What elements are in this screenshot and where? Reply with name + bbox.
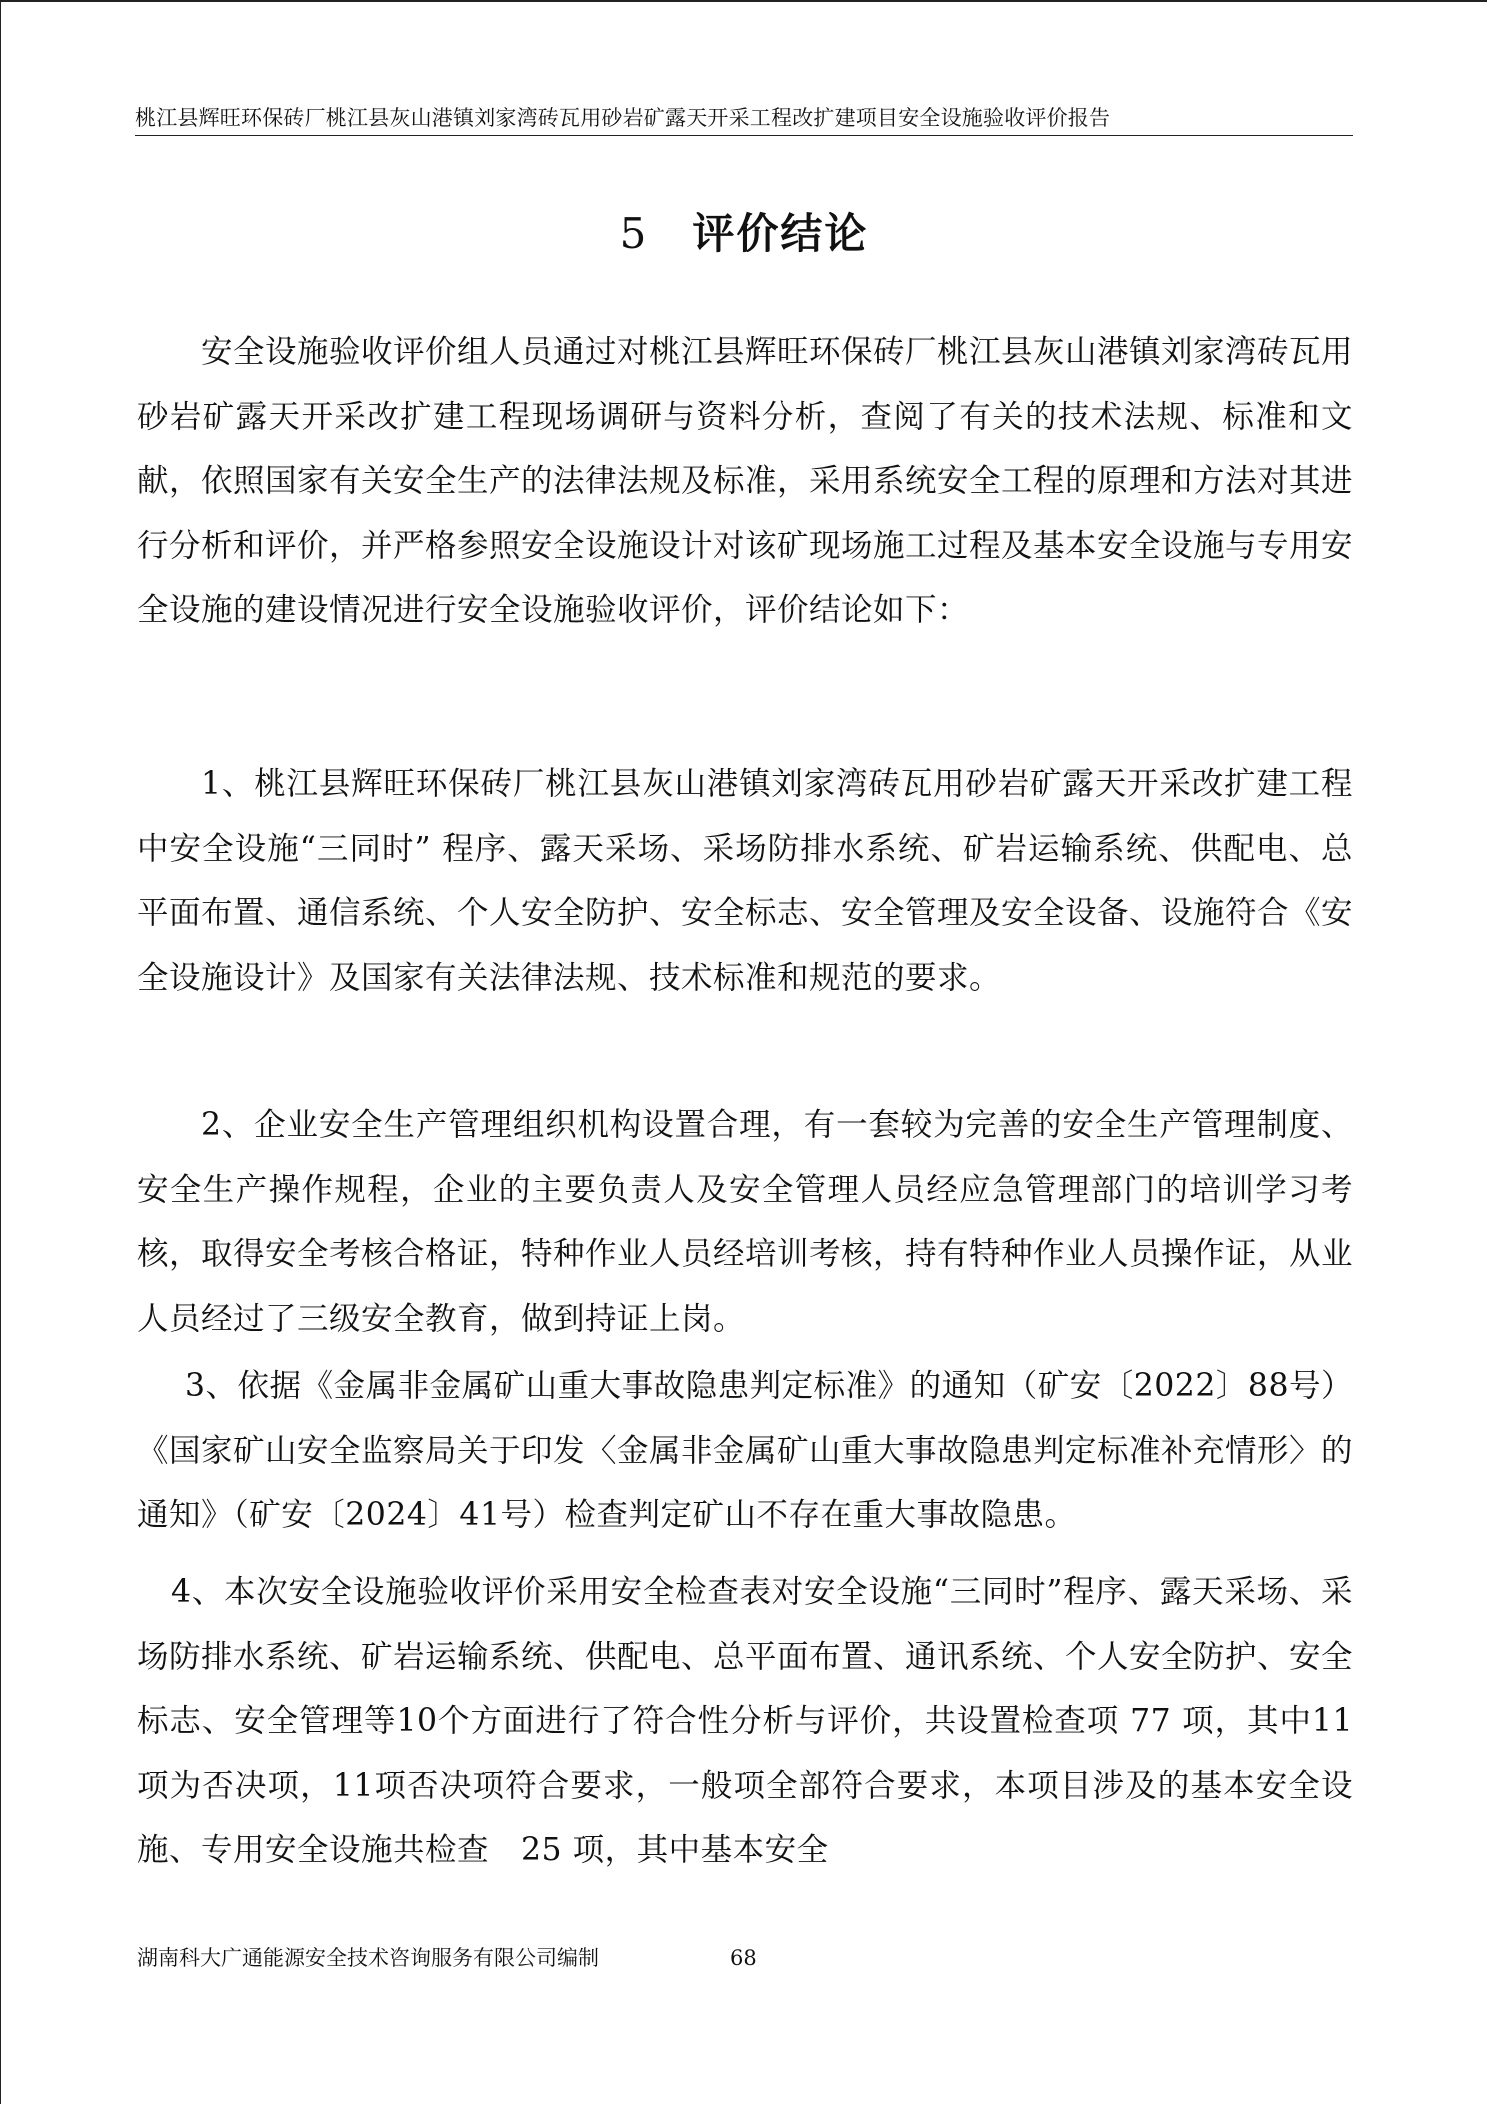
conclusion-item-3 xyxy=(137,1354,1353,1548)
conclusion-item-4 xyxy=(137,1560,1353,1883)
conclusion-item-text: 4、本次安全设施验收评价采用安全检查表对安全设施“三同时”程序、露天采场、采场防排水系统、矿岩运输系统、供配电、总平面布置、通讯系统、个人安全防护、安全标志、安全管理等10个方面进行了符合性分析与评价，共设置检查项 77 项，其中11 项为否决项，11项否决项符合要求，一般项全部符合要求，本项目涉及的基本安全设施、专用安全设施共检查 25 项，其中基本安全 xyxy=(137,1574,1354,1868)
intro-paragraph-block xyxy=(137,320,1353,643)
conclusion-item-text: 1、桃江县辉旺环保砖厂桃江县灰山港镇刘家湾砖瓦用砂岩矿露天开采改扩建工程中安全设施“三同时” 程序、露天采场、采场防排水系统、矿岩运输系统、供配电、总平面布置、通信系统、个人安全防护、安全标志、安全管理及安全设备、设施符合《安全设施设计》及国家有关法律法规、技术标准和规范的要求。 xyxy=(137,766,1354,996)
header-divider xyxy=(135,135,1353,136)
page-number: 68 xyxy=(730,1946,757,1970)
running-header: 桃江县辉旺环保砖厂桃江县灰山港镇刘家湾砖瓦用砂岩矿露天开采工程改扩建项目安全设施验收评价报告 xyxy=(135,106,1111,130)
footer-company: 湖南科大广通能源安全技术咨询服务有限公司编制 xyxy=(137,1946,599,1970)
conclusion-item-1 xyxy=(137,752,1353,1010)
conclusion-item-text: 3、依据《金属非金属矿山重大事故隐患判定标准》的通知（矿安〔2022〕88号）《国家矿山安全监察局关于印发〈金属非金属矿山重大事故隐患判定标准补充情形〉的通知》（矿安〔2024〕41号）检查判定矿山不存在重大事故隐患。 xyxy=(137,1368,1354,1533)
conclusion-item-2 xyxy=(137,1093,1353,1351)
chapter-title xyxy=(0,206,1488,262)
intro-paragraph: 安全设施验收评价组人员通过对桃江县辉旺环保砖厂桃江县灰山港镇刘家湾砖瓦用砂岩矿露天开采改扩建工程现场调研与资料分析，查阅了有关的技术法规、标准和文献，依照国家有关安全生产的法律法规及标准，采用系统安全工程的原理和方法对其进行分析和评价，并严格参照安全设施设计对该矿现场施工过程及基本安全设施与专用安全设施的建设情况进行安全设施验收评价，评价结论如下： xyxy=(137,334,1354,628)
chapter-number: 5 xyxy=(619,209,649,258)
conclusion-item-text: 2、企业安全生产管理组织机构设置合理，有一套较为完善的安全生产管理制度、安全生产操作规程，企业的主要负责人及安全管理人员经应急管理部门的培训学习考核，取得安全考核合格证，特种作业人员经培训考核，持有特种作业人员操作证，从业人员经过了三级安全教育，做到持证上岗。 xyxy=(137,1107,1354,1337)
chapter-heading: 评价结论 xyxy=(692,209,869,258)
